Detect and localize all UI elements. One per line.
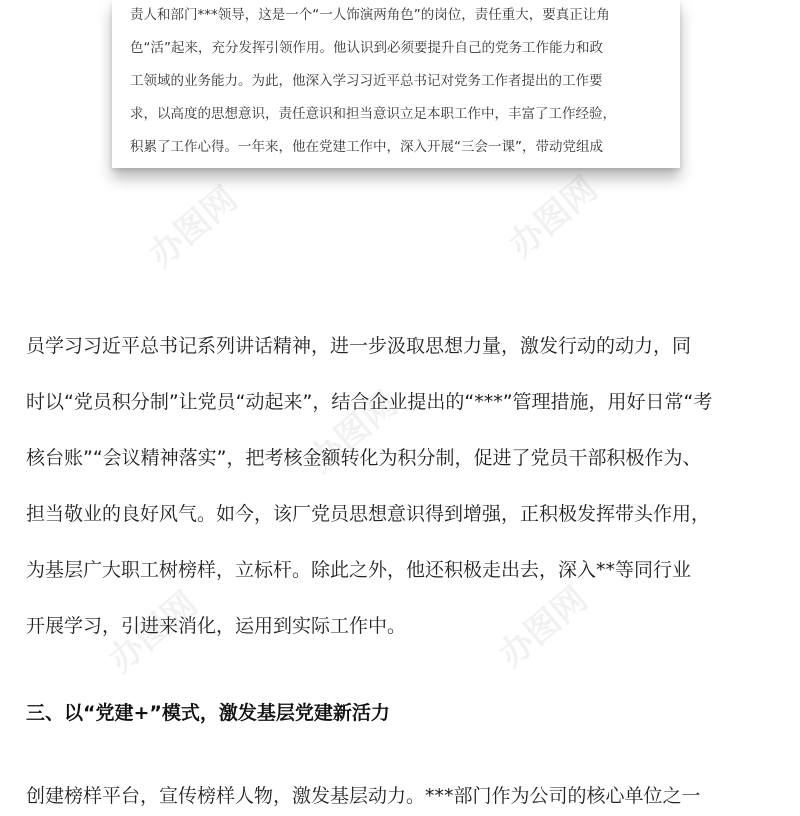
watermark: 办图网 <box>301 384 406 481</box>
section-heading: 三、以“党建+”模式，激发基层党建新活力 <box>26 702 390 724</box>
paragraph-line: 核台账”“会议精神落实”，把考核金额转化为积分制，促进了党员干部积极作为、 <box>26 447 702 469</box>
paragraph-line: 时以“党员积分制”让党员“动起来”，结合企业提出的“***”管理措施，用好日常“考 <box>26 391 713 413</box>
watermark: 办图网 <box>491 579 596 676</box>
preview-line: 责人和部门***领导，这是一个“一人饰演两角色”的岗位，责任重大，要真正让角 <box>130 7 610 23</box>
preview-line: 求，以高度的思想意识，责任意识和担当意识立足本职工作中，丰富了工作经验， <box>130 106 616 122</box>
watermark: 办图网 <box>101 584 206 681</box>
preview-line: 工领域的业务能力。为此，他深入学习习近平总书记对党务工作者提出的工作要 <box>130 73 603 89</box>
paragraph-line: 开展学习，引进来消化，运用到实际工作中。 <box>26 615 407 637</box>
watermark: 办图网 <box>501 169 606 266</box>
preview-line: 积累了工作心得。一年来，他在党建工作中，深入开展“三会一课”，带动党组成 <box>130 139 603 155</box>
watermark: 办图网 <box>141 179 246 276</box>
paragraph-line: 员学习习近平总书记系列讲话精神，进一步汲取思想力量，激发行动的动力，同 <box>26 335 692 357</box>
paragraph-line: 为基层广大职工树榜样，立标杆。除此之外，他还积极走出去，深入**等同行业 <box>26 559 692 581</box>
preview-line: 色“活”起来，充分发挥引领作用。他认识到必须要提升自己的党务工作能力和政 <box>130 40 603 56</box>
paragraph-line: 担当敬业的良好风气。如今，该厂党员思想意识得到增强，正积极发挥带头作用， <box>26 503 711 525</box>
document-preview-card <box>112 0 680 168</box>
paragraph-line-trailing: 创建榜样平台，宣传榜样人物，激发基层动力。***部门作为公司的核心单位之一 <box>26 785 701 807</box>
